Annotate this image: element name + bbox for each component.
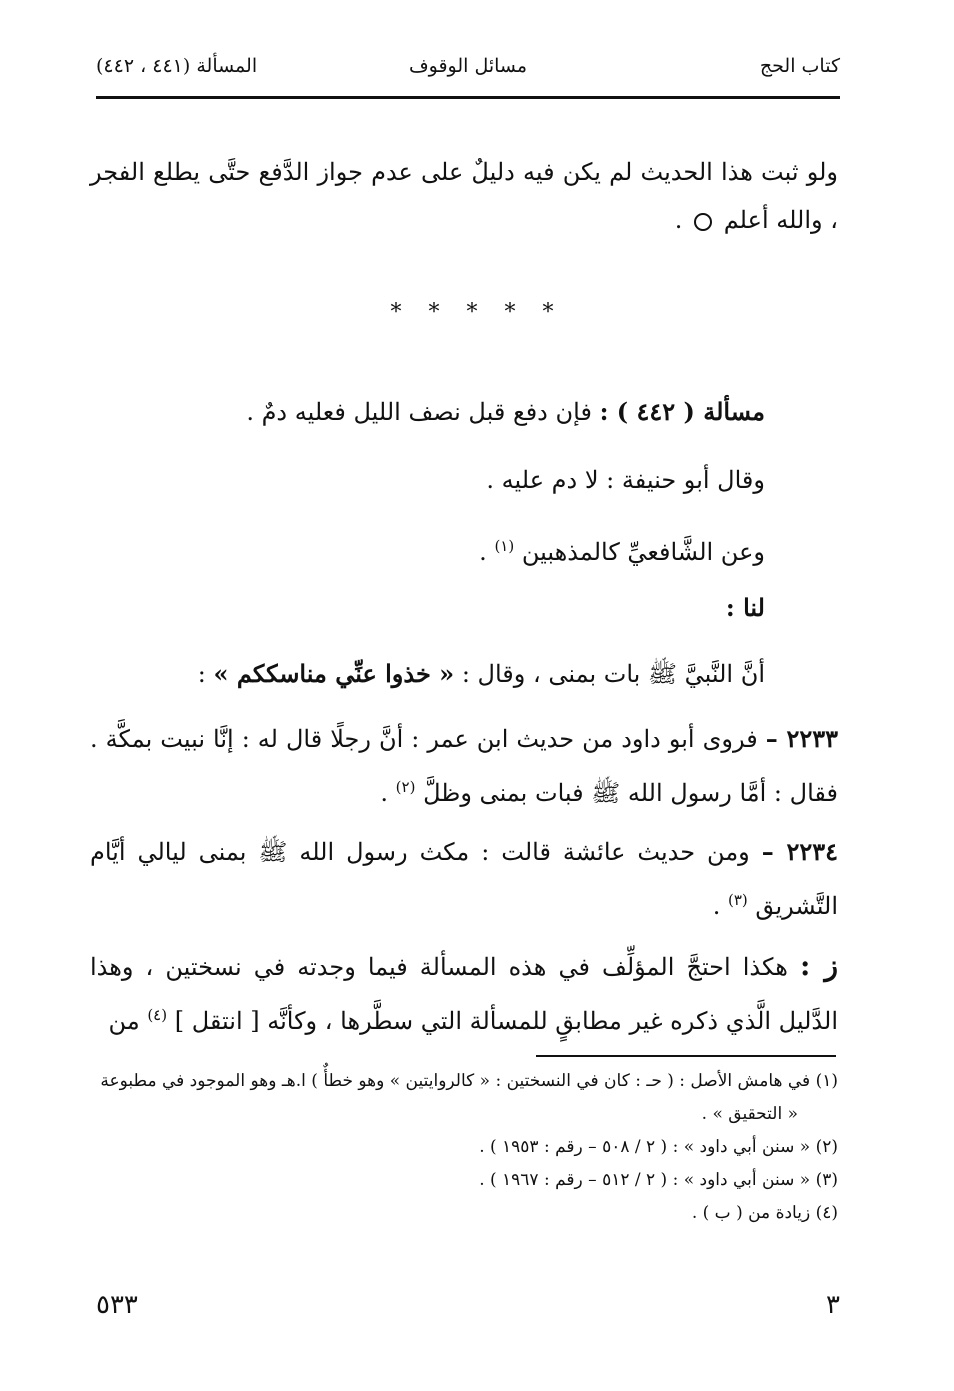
section-separator: * * * * *	[390, 300, 564, 325]
editor-note: ز : هكذا احتجَّ المؤلِّف في هذه المسألة فيما وجدته في نسختين ، وهذا الدَّليل الَّذي ذكره غير مطابقٍ للمسألة التي سطَّرها ، وكأنَّه [ انتقل ] $^{(٤)}$ من	[90, 949, 838, 1035]
intro-paragraph: ولو ثبت هذا الحديث لم يكن فيه دليلٌ على عدم جواز الدَّفع حتَّى يطلع الفجر ، والله أعلم .	[90, 158, 838, 234]
hanafi-opinion: وقال أبو حنيفة : لا دم عليه .	[486, 466, 765, 494]
editor-mark: ز :	[799, 949, 838, 982]
issue-heading	[90, 392, 765, 432]
footnote-ref-3: (٣)	[728, 891, 748, 909]
book-title: كتاب الحج	[759, 55, 840, 77]
footnote-item: (٢) « سنن أبي داود » : ( ٢ / ٥٠٨ – رقم : ١٩٥٣ ) .	[479, 1137, 838, 1157]
hadith-2233: ٢٢٣٣ – فروى أبو داود من حديث ابن عمر : أنَّ رجلًا قال له : إنَّا نبيت بمكَّة . فقال : أمَّا رسول الله ﷺ فبات بمنى وظلَّ $^{(٢)}$ .	[90, 724, 838, 807]
page-number: ٥٣٣	[96, 1290, 138, 1320]
chapter-title: مسائل الوقوف	[408, 55, 528, 77]
footnote-item: (٣) « سنن أبي داود » : ( ٢ / ٥١٢ – رقم : ١٩٦٧ ) .	[479, 1170, 838, 1190]
volume-number: ٣	[826, 1290, 840, 1320]
page-footer	[96, 1290, 840, 1330]
issue-label: مسألة ( ٤٤٢ ) :	[599, 397, 765, 426]
hadith-2234: ٢٢٣٤ – ومن حديث عائشة قالت : مكث رسول الله ﷺ بمنى ليالي أيَّام التَّشريق $^{(٣)}$ .	[90, 837, 838, 920]
footnote-item: (٤) زيادة من ( ب ) .	[691, 1203, 838, 1223]
hadith-number: ٢٢٣٤ –	[761, 837, 838, 866]
end-circle-icon	[694, 213, 712, 231]
shafii-opinion: وعن الشَّافعيِّ كالمذهبين $^{(١)}$ .	[479, 537, 765, 566]
footnote-ref-1: (١)	[494, 537, 515, 555]
header-rule	[96, 96, 840, 99]
hadith-number: ٢٢٣٣ –	[765, 724, 838, 753]
footnotes	[90, 1065, 838, 1230]
proof-line: أنَّ النَّبيَّ ﷺ بات بمنى ، وقال : « خذوا عنِّي مناسككم » :	[197, 659, 765, 688]
footnote-item: (١) في هامش الأصل : ( حـ : كان في النسختين : « كالروايتين » وهو خطأٌ ) ا.هـ وهو الموجود في مطبوعة « التحقيق » .	[100, 1071, 838, 1124]
running-header	[96, 55, 840, 85]
issue-range: المسألة (٤٤١ ، ٤٤٢)	[96, 55, 258, 77]
prophet-quote: « خذوا عنِّي مناسككم »	[213, 659, 455, 688]
lana-heading: لنا :	[725, 593, 765, 622]
footnote-rule	[536, 1055, 836, 1057]
footnote-ref-2: (٢)	[395, 778, 416, 796]
issue-statement: فإن دفع قبل نصف الليل فعليه دمٌ .	[246, 398, 592, 426]
footnote-ref-4: (٤)	[147, 1006, 168, 1024]
